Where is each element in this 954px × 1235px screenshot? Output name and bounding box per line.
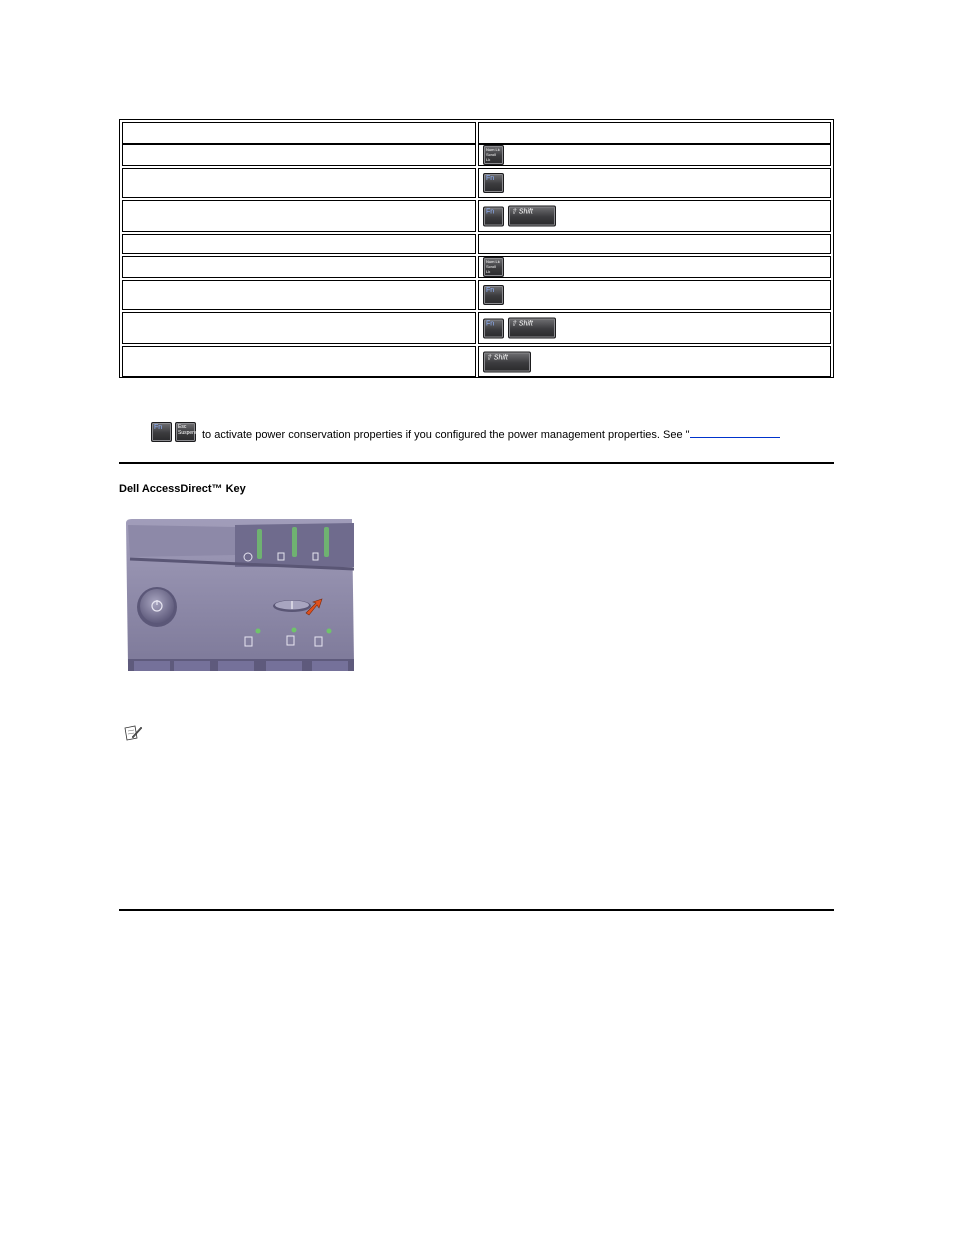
fn-key-icon: Fn — [151, 422, 172, 442]
description-cell — [122, 122, 476, 144]
keys-cell — [478, 256, 831, 278]
keys-cell — [478, 122, 831, 144]
note-pencil-icon — [123, 724, 143, 742]
description-cell — [122, 280, 476, 310]
power-note — [151, 419, 780, 442]
keys-cell — [478, 144, 831, 166]
fn-key-icon: Fn — [483, 206, 504, 226]
esc-suspend-key-icon: Esc Suspend — [175, 422, 196, 442]
fn-key-icon: Fn — [483, 285, 504, 305]
section-heading: Dell AccessDirect™ Key — [119, 483, 246, 495]
description-cell — [122, 346, 476, 377]
keys-cell — [478, 312, 831, 344]
shift-key-icon: ⇧ Shift — [508, 318, 556, 339]
keys-cell — [478, 168, 831, 198]
numlock-scrolllock-key-icon: Num Lk Scroll Lk — [483, 145, 504, 165]
description-cell — [122, 144, 476, 166]
key-combination-table — [119, 119, 834, 378]
shift-key-icon: ⇧ Shift — [483, 351, 531, 372]
table-row — [120, 122, 833, 144]
page-divider — [119, 909, 834, 911]
keys-cell — [478, 200, 831, 232]
section-divider — [119, 462, 834, 464]
table-row — [120, 256, 833, 278]
table-row — [120, 234, 833, 254]
table-row — [120, 168, 833, 198]
table-row — [120, 346, 833, 377]
keys-cell — [478, 346, 831, 377]
power-management-link[interactable] — [690, 427, 780, 438]
table-row — [120, 200, 833, 232]
table-row — [120, 144, 833, 166]
description-cell — [122, 312, 476, 344]
numlock-scrolllock-key-icon: Num Lk Scroll Lk — [483, 257, 504, 277]
table-row — [120, 280, 833, 310]
fn-key-icon: Fn — [483, 173, 504, 193]
keys-cell — [478, 280, 831, 310]
shift-key-icon: ⇧ Shift — [508, 206, 556, 227]
description-cell — [122, 168, 476, 198]
description-cell — [122, 234, 476, 254]
fn-key-icon: Fn — [483, 318, 504, 338]
power-note-text: to activate power conservation properties if you configured the power management properties. See " — [202, 427, 780, 442]
keys-cell — [478, 234, 831, 254]
description-cell — [122, 256, 476, 278]
description-cell — [122, 200, 476, 232]
computer-status-panel-photo — [120, 515, 356, 671]
table-row — [120, 312, 833, 344]
